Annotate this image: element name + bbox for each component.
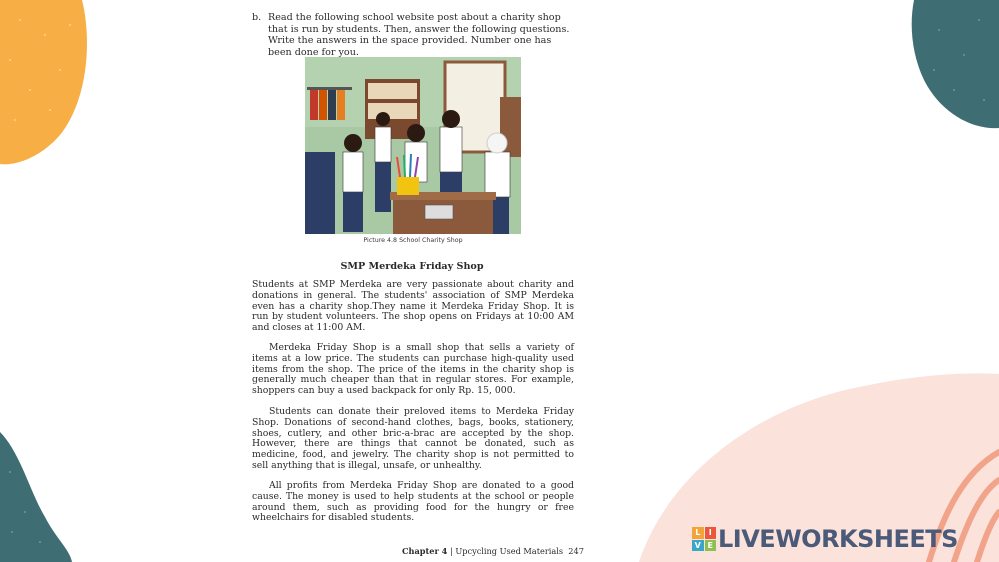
footer-separator: | xyxy=(449,546,453,556)
liveworksheets-logo[interactable] xyxy=(692,524,958,554)
teal-blob-top-decoration xyxy=(909,0,999,130)
logo-letter-l: L xyxy=(692,527,704,539)
instruction-text: Read the following school website post about a charity shop that is run by students. Then, answer the following questions. Write the answers in the space provided. Number one has been done for you. xyxy=(268,12,570,58)
footer-page-number: 247 xyxy=(568,546,584,556)
teal-blob-bottom-decoration xyxy=(0,432,75,562)
instruction-letter: b. xyxy=(252,12,262,23)
article-paragraph-2: Merdeka Friday Shop is a small shop that sells a variety of items at a low price. The students can purchase high-quality used items from the shop. The price of the items in the charity shop is generally much cheaper than that in regular stores. For example, shoppers can buy a used backpack for only Rp. 15, 000. xyxy=(252,342,574,397)
orange-blob-decoration xyxy=(0,0,100,170)
article-paragraph-1: Students at SMP Merdeka are very passionate about charity and donations in general. The students' association of SMP Merdeka even has a charity shop.They name it Merdeka Friday Shop. It is run by student volunteers. The shop opens on Fridays at 10:00 AM and closes at 11:00 AM. xyxy=(252,279,574,334)
picture-caption: Picture 4.8 School Charity Shop xyxy=(363,237,463,244)
charity-shop-illustration xyxy=(305,57,521,234)
footer-chapter: Chapter 4 xyxy=(402,546,448,556)
page-footer xyxy=(402,546,584,556)
logo-letter-v: V xyxy=(692,540,704,552)
footer-title: Upcycling Used Materials xyxy=(455,546,564,556)
brand-name: LIVEWORKSHEETS xyxy=(718,525,958,553)
article-title: SMP Merdeka Friday Shop xyxy=(340,261,484,272)
article-paragraph-4: All profits from Merdeka Friday Shop are donated to a good cause. The money is used to help students at the school or people around them, such as providing food for the hungry or free wheelchairs for disabled students. xyxy=(252,480,574,524)
logo-letter-i: I xyxy=(705,527,717,539)
instruction-block xyxy=(252,12,577,58)
logo-mark-icon xyxy=(692,527,716,551)
article-paragraph-3: Students can donate their preloved items to Merdeka Friday Shop. Donations of second-hand clothes, bags, books, stationery, shoes, cutlery, and other bric-a-brac are accepted by the shop. However, there are things that cannot be donated, such as medicine, food, and jewelry. The charity shop is not permitted to sell anything that is illegal, unsafe, or unhealthy. xyxy=(252,406,574,471)
logo-letter-e: E xyxy=(705,540,717,552)
